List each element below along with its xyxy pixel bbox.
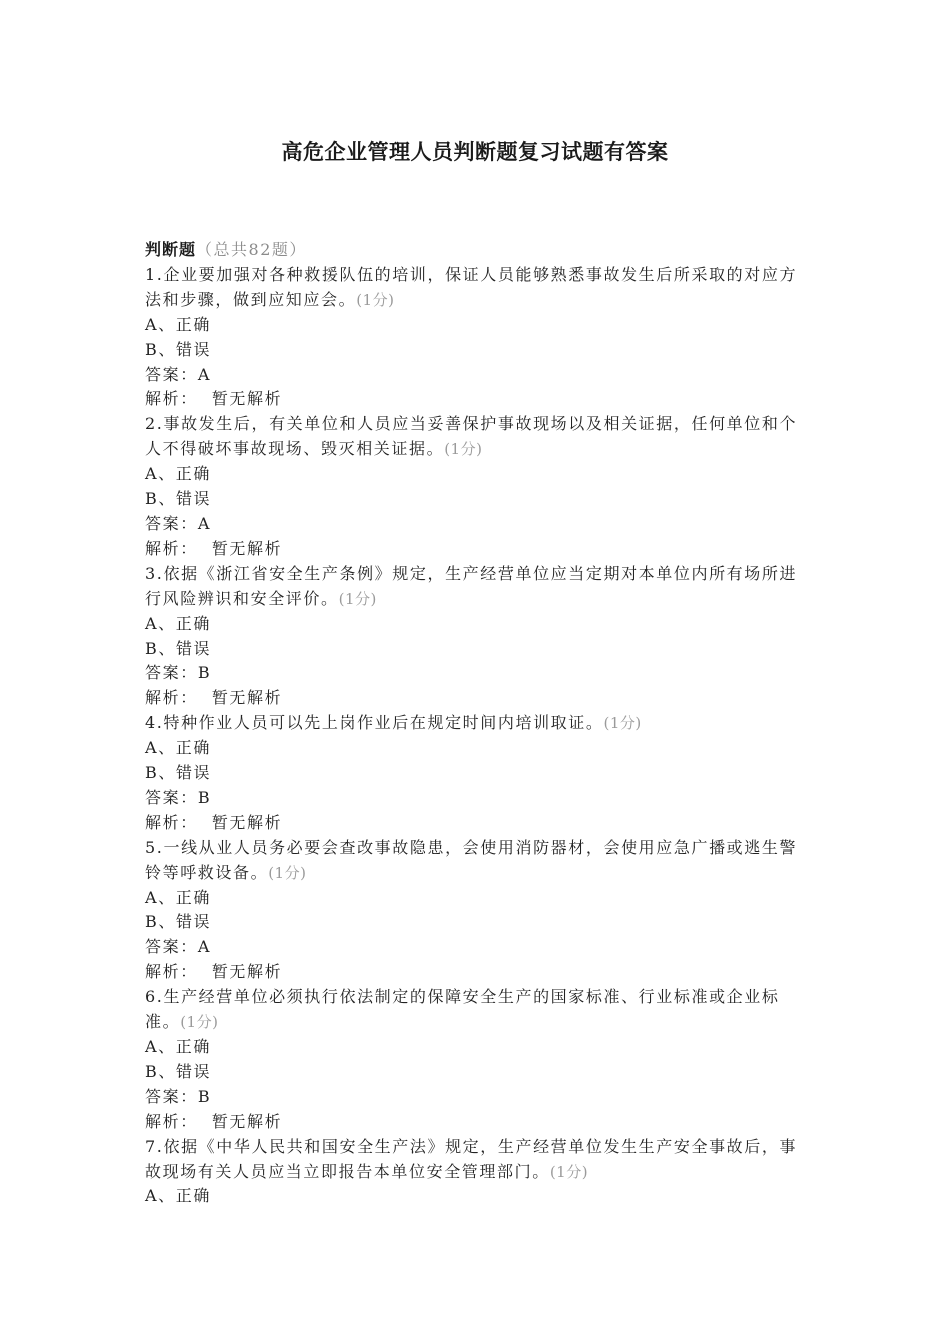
option-a: A、正确 xyxy=(145,1037,211,1056)
answer-value: A xyxy=(197,364,211,384)
section-header xyxy=(145,238,800,263)
analysis-value: 暂无解析 xyxy=(211,962,283,982)
option-a: A、正确 xyxy=(145,613,211,633)
answer-label: 答案： xyxy=(145,1086,198,1106)
question-number: 7. xyxy=(145,1136,164,1156)
answer-label: 答案： xyxy=(145,513,198,533)
analysis-label: 解析： xyxy=(145,688,198,708)
analysis-value: 暂无解析 xyxy=(211,389,283,409)
answer-value: B xyxy=(197,1086,212,1106)
analysis-label: 解析： xyxy=(145,389,198,409)
option-a: A、正确 xyxy=(145,1186,211,1206)
question-number: 4. xyxy=(145,713,164,733)
question-stem: 特种作业人员可以先上岗作业后在规定时间内培训取证。 xyxy=(163,713,604,733)
question-number: 1. xyxy=(145,264,164,284)
question-stem: 一线从业人员务必要会查改事故隐患，会使用消防器材，会使用应急广播或逃生警铃等呼救设备。 xyxy=(145,837,798,882)
question-6-text xyxy=(145,985,800,1035)
answer-line xyxy=(145,363,800,388)
answer-value: B xyxy=(197,663,212,683)
analysis-line xyxy=(145,387,800,412)
question-score: (1分) xyxy=(338,589,377,608)
analysis-label: 解析： xyxy=(145,1111,198,1131)
analysis-value: 暂无解析 xyxy=(211,812,283,832)
option-b: B、错误 xyxy=(145,1061,212,1081)
answer-line xyxy=(145,935,800,960)
question-5-text xyxy=(145,836,800,886)
question-number: 5. xyxy=(145,837,164,857)
question-score: (1分) xyxy=(444,440,483,459)
option-a: A、正确 xyxy=(145,738,211,758)
answer-line xyxy=(145,512,800,537)
option-a: A、正确 xyxy=(145,887,211,907)
answer-line xyxy=(145,1085,800,1110)
answer-label: 答案： xyxy=(145,364,198,384)
section-title: 判断题 xyxy=(145,240,197,259)
option-b: B、错误 xyxy=(145,763,212,783)
answer-line xyxy=(145,661,800,686)
question-stem: 企业要加强对各种救援队伍的培训，保证人员能够熟悉事故发生后所采取的对应方法和步骤，做到应知应会。 xyxy=(145,264,798,309)
option-b: B、错误 xyxy=(145,489,212,509)
answer-value: B xyxy=(197,787,212,807)
option-b: B、错误 xyxy=(145,339,212,359)
analysis-line xyxy=(145,686,800,711)
analysis-label: 解析： xyxy=(145,538,198,558)
question-number: 3. xyxy=(145,563,164,583)
analysis-label: 解析： xyxy=(145,812,198,832)
option-b: B、错误 xyxy=(145,638,212,658)
analysis-line xyxy=(145,960,800,985)
question-2-text xyxy=(145,412,800,462)
analysis-line xyxy=(145,1110,800,1135)
analysis-line xyxy=(145,811,800,836)
question-stem: 生产经营单位必须执行依法制定的保障安全生产的国家标准、行业标准或企业标准。 xyxy=(145,987,780,1032)
question-stem: 依据《浙江省安全生产条例》规定，生产经营单位应当定期对本单位内所有场所进行风险辨识和安全评价。 xyxy=(145,563,798,608)
answer-label: 答案： xyxy=(145,787,198,807)
answer-label: 答案： xyxy=(145,937,198,957)
answer-value: A xyxy=(197,513,211,533)
analysis-line xyxy=(145,537,800,562)
analysis-label: 解析： xyxy=(145,962,198,982)
question-1-text xyxy=(145,263,800,313)
question-7-text xyxy=(145,1135,800,1185)
option-a: A、正确 xyxy=(145,464,211,484)
answer-label: 答案： xyxy=(145,663,198,683)
question-3-text xyxy=(145,562,800,612)
answer-line xyxy=(145,786,800,811)
question-number: 2. xyxy=(145,414,164,434)
page-title: 高危企业管理人员判断题复习试题有答案 xyxy=(281,139,669,164)
answer-value: A xyxy=(197,937,211,957)
question-number: 6. xyxy=(145,987,164,1007)
question-stem: 事故发生后，有关单位和人员应当妥善保护事故现场以及相关证据，任何单位和个人不得破坏事故现场、毁灭相关证据。 xyxy=(145,414,798,459)
question-score: (1分) xyxy=(268,863,307,882)
question-4-text xyxy=(145,711,800,736)
analysis-value: 暂无解析 xyxy=(211,538,283,558)
question-score: (1分) xyxy=(356,290,395,309)
question-score: (1分) xyxy=(603,714,642,733)
question-stem: 依据《中华人民共和国安全生产法》规定，生产经营单位发生生产安全事故后，事故现场有关人员应当立即报告本单位安全管理部门。 xyxy=(145,1136,798,1181)
section-count: （总共82题） xyxy=(196,240,307,259)
option-b: B、错误 xyxy=(145,912,212,932)
question-score: (1分) xyxy=(549,1162,589,1181)
question-list xyxy=(145,238,800,1209)
analysis-value: 暂无解析 xyxy=(211,688,283,708)
option-a: A、正确 xyxy=(145,314,211,334)
question-score: (1分) xyxy=(180,1013,219,1032)
analysis-value: 暂无解析 xyxy=(211,1111,283,1131)
